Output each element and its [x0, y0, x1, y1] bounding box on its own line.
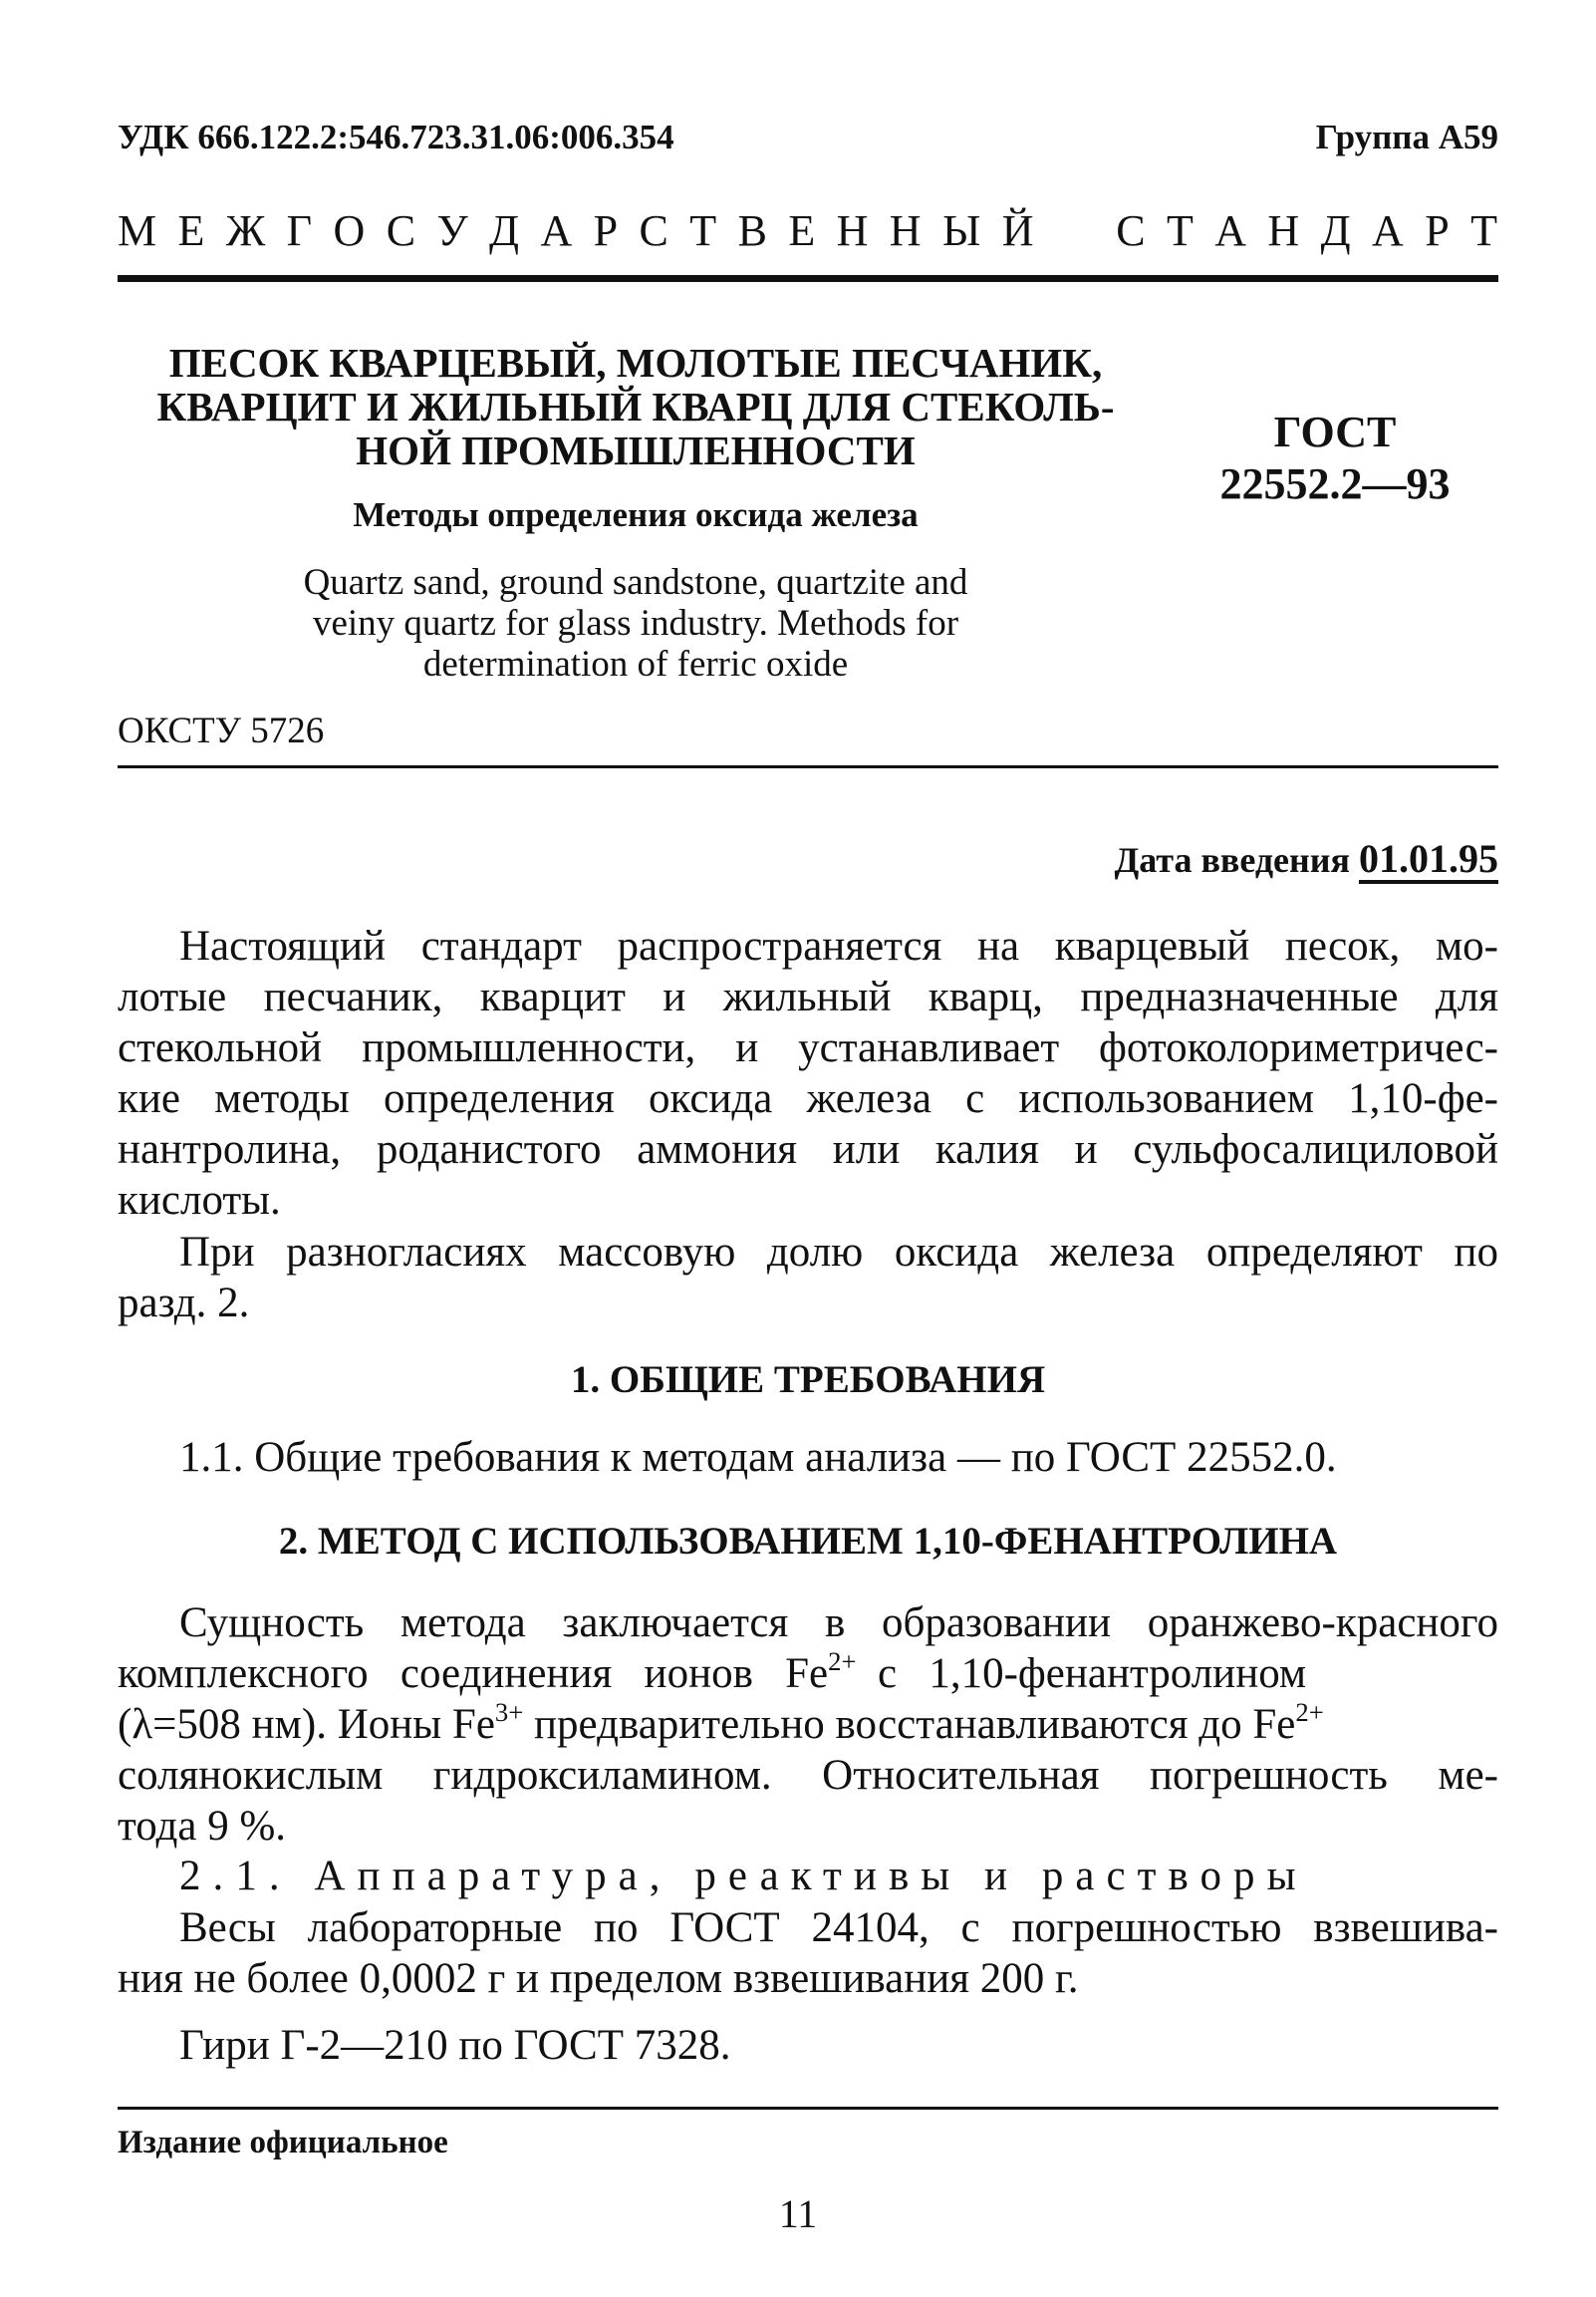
section-2-line-2-text-a: комплексного соединения ионов Fe — [118, 1650, 829, 1697]
paragraph-2-line-2: разд. 2. — [118, 1280, 250, 1326]
paragraph-1-line-3: стекольной промышленности, и устанавливает фотоколориметричес- — [118, 1024, 1498, 1071]
title-subtitle: Методы определения оксида железа — [353, 495, 919, 534]
title-line-1: ПЕСОК КВАРЦЕВЫЙ, МОЛОТЫЕ ПЕСЧАНИК, — [168, 340, 1103, 386]
paragraph-1-line-5: нантролина, роданистого аммония или калия и сульфосалициловой — [118, 1126, 1498, 1173]
english-title-line-1: Quartz sand, ground sandstone, quartzite and — [303, 562, 968, 603]
clause-2-1-line-2: ния не более 0,0002 г и пределом взвешивания 200 г. — [118, 1955, 1079, 2002]
superscript-charge: 2+ — [828, 1646, 857, 1677]
footer-rule — [118, 2107, 1498, 2110]
section-2-line-1: Сущность метода заключается в образовании оранжево-красного — [179, 1599, 1498, 1646]
english-title-line-2: veiny quartz for glass industry. Methods for — [312, 603, 959, 644]
title-line-3: НОЙ ПРОМЫШЛЕННОСТИ — [356, 428, 916, 473]
section-2-line-3-text-a: (λ=508 нм). Ионы Fe — [118, 1701, 495, 1748]
weights-line: Гири Г-2—210 по ГОСТ 7328. — [179, 2022, 731, 2069]
header-rule-thick — [118, 275, 1498, 282]
gost-number: 22552.2—93 — [1219, 459, 1451, 508]
gost-label: ГОСТ — [1273, 408, 1397, 456]
section-2-line-2-text-b: с 1,10-фенантролином — [856, 1650, 1307, 1697]
title-rule — [118, 765, 1498, 768]
udk-code: УДК 666.122.2:546.723.31.06:006.354 — [118, 118, 674, 156]
paragraph-2-line-1: При разногласиях массовую долю оксида железа определяют по — [179, 1229, 1498, 1276]
section-2-line-5: тода 9 %. — [118, 1803, 287, 1850]
clause-2-1-heading: 2.1. Аппаратура, реактивы и растворы — [179, 1853, 1308, 1899]
title-line-2: КВАРЦИТ И ЖИЛЬНЫЙ КВАРЦ ДЛЯ СТЕКОЛЬ- — [156, 384, 1115, 430]
paragraph-1-line-6: кислоты. — [118, 1177, 281, 1224]
paragraph-1-line-1: Настоящий стандарт распространяется на кварцевый песок, мо- — [179, 923, 1498, 970]
interstate-standard-banner: М Е Ж Г О С У Д А Р С Т В Е Н Н Ы Й С Т А Н Д А Р Т — [118, 206, 1498, 255]
paragraph-1-line-4: кие методы определения оксида железа с использованием 1,10-фе- — [118, 1075, 1498, 1122]
section-2-line-4: солянокислым гидроксиламином. Относительная погрешность ме- — [118, 1752, 1498, 1799]
english-title-line-3: determination of ferric oxide — [422, 644, 849, 685]
intro-date-label: Дата введения — [1114, 840, 1350, 880]
clause-1-1: 1.1. Общие требования к методам анализа — по ГОСТ 22552.0. — [179, 1434, 1337, 1481]
intro-date-value: 01.01.95 — [1359, 836, 1498, 881]
official-edition-note: Издание официальное — [118, 2125, 448, 2160]
intro-date — [1115, 835, 1499, 882]
paragraph-1-line-2: лотые песчаник, кварцит и жильный кварц, предназначенные для — [118, 974, 1498, 1020]
clause-2-1-line-1: Весы лабораторные по ГОСТ 24104, с погрешностью взвешива- — [179, 1904, 1498, 1951]
superscript-charge: 3+ — [494, 1697, 524, 1728]
page-number: 11 — [778, 2191, 818, 2236]
section-2-heading: 2. МЕТОД С ИСПОЛЬЗОВАНИЕМ 1,10-ФЕНАНТРОЛИНА — [278, 1520, 1338, 1563]
superscript-charge: 2+ — [1295, 1697, 1324, 1728]
section-1-heading: 1. ОБЩИЕ ТРЕБОВАНИЯ — [570, 1358, 1046, 1401]
okstu-code: ОКСТУ 5726 — [118, 711, 325, 751]
section-2-line-2 — [118, 1646, 1498, 1698]
group-code: Группа А59 — [1315, 118, 1498, 156]
section-2-line-3-text-b: предварительно восстанавливаются до Fe — [523, 1701, 1296, 1748]
section-2-line-3 — [118, 1697, 1324, 1749]
